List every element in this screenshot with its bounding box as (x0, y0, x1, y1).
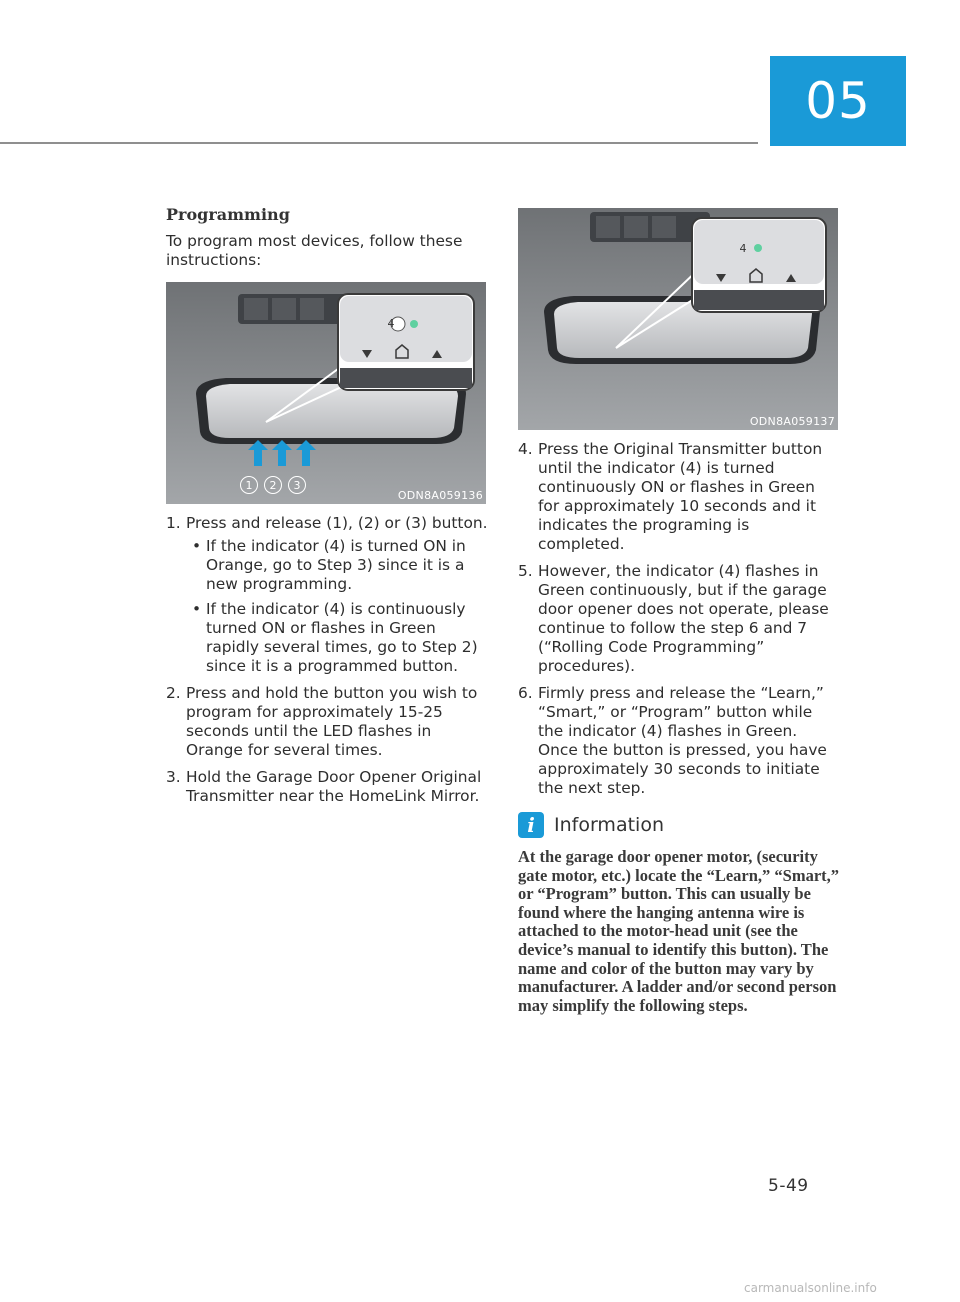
figure-code: ODN8A059137 (749, 415, 835, 428)
callout-4: 4 (739, 241, 747, 255)
step-text: Firmly press and release the “Learn,” “Smart,” or “Program” button while the indicator (4) flashes in Green. Once the button is pressed, you have approximately 30 seconds to initiate the next step. (538, 684, 827, 797)
information-title: Information (554, 814, 664, 836)
right-column (518, 208, 840, 1015)
figure-mirror-indicator (518, 208, 838, 430)
step-item (518, 562, 840, 676)
step-text: Hold the Garage Door Opener Original Transmitter near the HomeLink Mirror. (186, 768, 482, 805)
info-icon: i (518, 812, 544, 838)
callout-4: 4 (387, 316, 395, 330)
step-text: Press the Original Transmitter button until the indicator (4) is turned continuously ON or flashes in Green for approximately 10 seconds and it indicates the programing is completed. (538, 440, 823, 553)
page-number: 5-49 (768, 1176, 809, 1196)
step-number: 4. (518, 440, 533, 458)
step-text: Press and hold the button you wish to program for approximately 15-25 seconds until the LED flashes in Orange for several times. (186, 684, 478, 759)
mirror-illustration (166, 282, 486, 504)
step-number: 5. (518, 562, 533, 580)
watermark-text: carmanualsonline.info (744, 1281, 877, 1295)
information-body: At the garage door opener motor, (security gate motor, etc.) locate the “Learn,” “Smart,” or “Program” button. This can usually be found where the hanging antenna wire is attached to the motor-head unit (see the device’s manual to identify this button). The name and color of the button may vary by manufacturer. A ladder and/or second person may simplify the following steps. (518, 847, 840, 1015)
mirror-illustration (518, 208, 838, 430)
information-header (518, 812, 840, 838)
section-title: Programming (166, 205, 290, 224)
step-item (518, 440, 840, 554)
bullet-item: • If the indicator (4) is turned ON in Orange, go to Step 3) since it is a new programming. (192, 537, 466, 593)
chapter-tab: 05 (770, 56, 906, 146)
step-item (518, 684, 840, 798)
step-number: 6. (518, 684, 533, 702)
steps-list-left (166, 514, 488, 806)
step-number: 3. (166, 768, 181, 786)
step-number: 1. (166, 514, 181, 532)
step-text: Press and release (1), (2) or (3) button. (186, 514, 488, 532)
callout-1: 1 (240, 476, 258, 494)
bullet-text: If the indicator (4) is continuously turned ON or flashes in Green rapidly several times, go to Step 2) since it is a programmed button. (206, 600, 478, 675)
callout-2: 2 (264, 476, 282, 494)
step-number: 2. (166, 684, 181, 702)
bullet-text: If the indicator (4) is turned ON in Orange, go to Step 3) since it is a new programming. (206, 537, 466, 593)
intro-text: To program most devices, follow these instructions: (166, 232, 463, 269)
steps-list-right (518, 440, 840, 798)
figure-code: ODN8A059136 (397, 489, 483, 502)
step-item (166, 514, 488, 676)
step-item (166, 768, 488, 806)
left-column (166, 205, 488, 814)
step-text: However, the indicator (4) flashes in Green continuously, but if the garage door opener does not operate, please continue to follow the step 6 and 7 (“Rolling Code Programming” procedures). (538, 562, 829, 675)
bullet-list (186, 537, 488, 676)
figure-mirror-buttons (166, 282, 486, 504)
callout-3: 3 (288, 476, 306, 494)
step-item (166, 684, 488, 760)
header-rule (0, 142, 758, 144)
bullet-item: • If the indicator (4) is continuously turned ON or flashes in Green rapidly several times, go to Step 2) since it is a programmed button. (192, 600, 478, 675)
